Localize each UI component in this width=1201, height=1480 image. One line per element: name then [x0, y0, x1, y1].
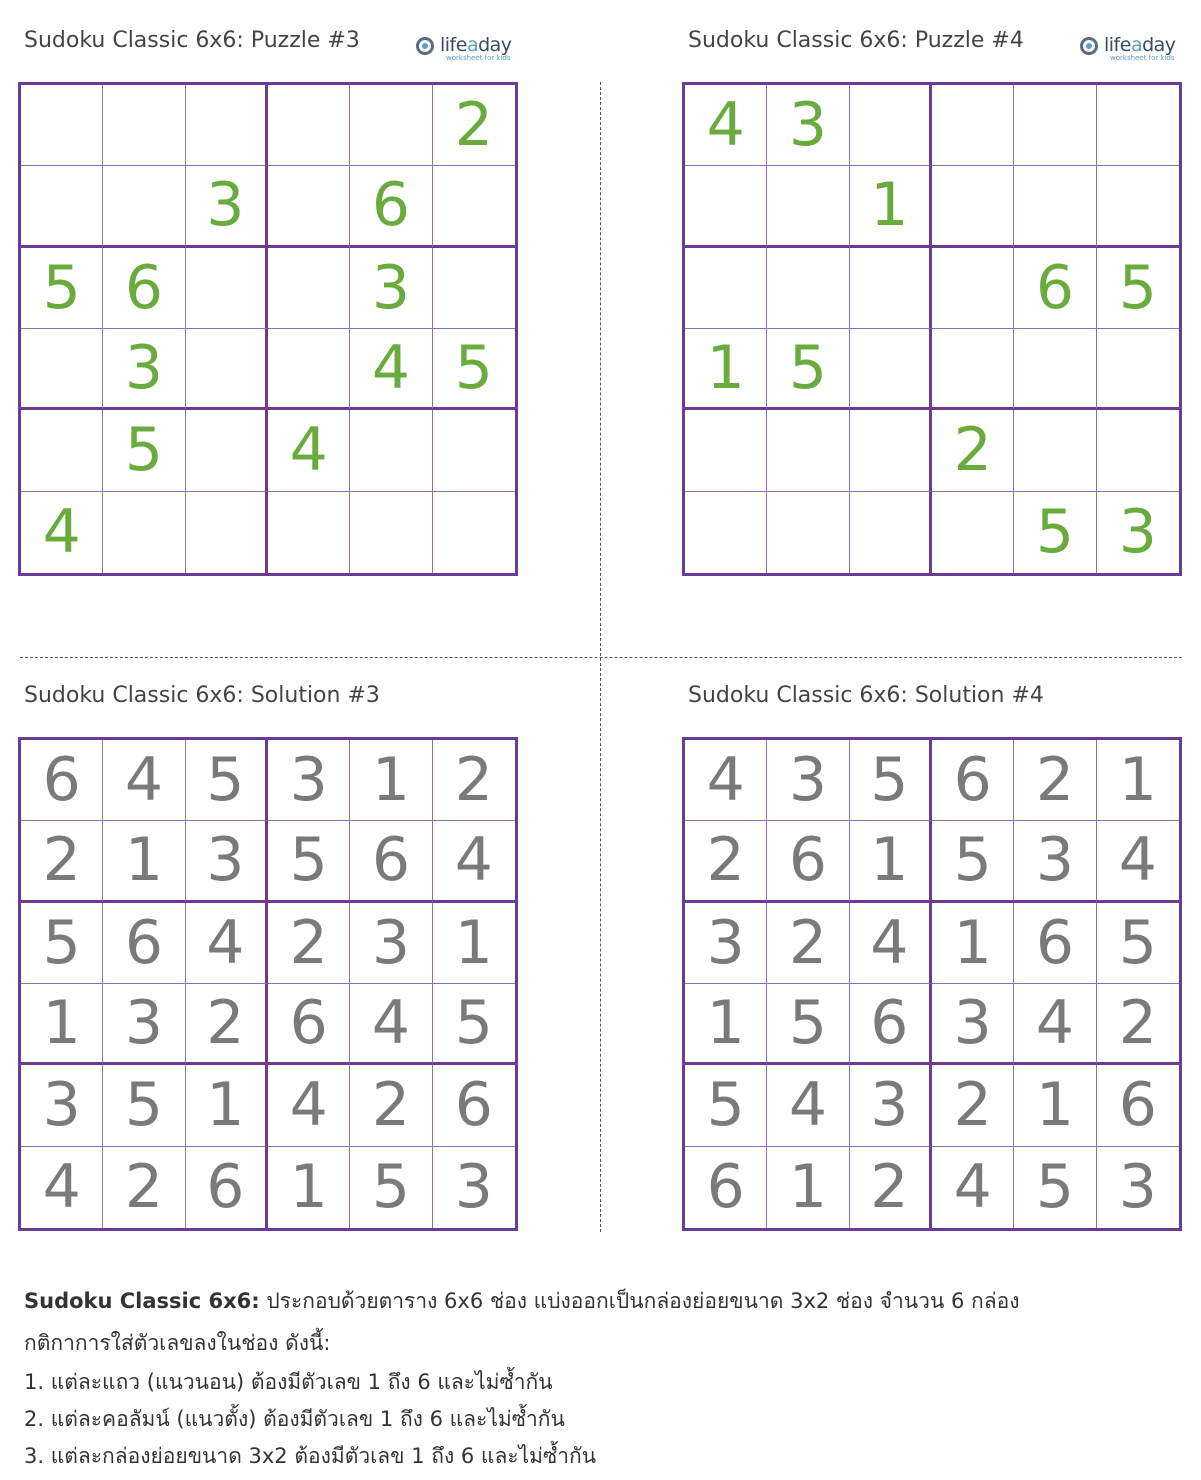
sudoku-cell-r6-c6: 3 [454, 1152, 493, 1223]
sudoku-cell-r2-c2: 6 [767, 821, 849, 902]
sudoku-grid [682, 737, 1182, 1231]
sudoku-cell-r4-c3 [850, 329, 932, 410]
sudoku-cell-r4-c5 [1014, 329, 1096, 410]
sudoku-cell-r5-c2: 4 [767, 1065, 849, 1146]
sudoku-cell-r4-c2: 3 [103, 329, 185, 410]
description-line-1 [24, 1280, 1174, 1322]
rule-item: 2. แต่ละคอลัมน์ (แนวตั้ง) ต้องมีตัวเลข 1 ถึง 6 และไม่ซ้ำกัน [24, 1407, 565, 1431]
sudoku-cell-r5-c2: 5 [103, 410, 185, 491]
description-text: ประกอบด้วยตาราง 6x6 ช่อง แบ่งออกเป็นกล่องย่อยขนาด 3x2 ช่อง จำนวน 6 กล่อง [259, 1289, 1020, 1313]
sudoku-cell-r2-c1 [21, 166, 103, 247]
sudoku-cell-r2-c6 [433, 166, 515, 247]
sudoku-cell-r3-c3: 4 [850, 903, 932, 984]
sudoku-cell-r2-c3: 1 [850, 821, 932, 902]
sudoku-cell-r1-c2: 4 [103, 740, 185, 821]
sudoku-cell-r1-c2: 3 [767, 740, 849, 821]
sudoku-cell-r2-c3: 3 [186, 821, 268, 902]
sudoku-cell-r6-c4: 1 [268, 1147, 350, 1228]
sudoku-cell-r5-c3 [186, 410, 268, 491]
sudoku-cell-r4-c2: 3 [103, 984, 185, 1065]
sudoku-cell-r4-c4 [932, 329, 1014, 410]
sudoku-cell-r3-c3 [186, 248, 268, 329]
sudoku-grid [682, 82, 1182, 576]
sudoku-cell-r5-c6 [1097, 410, 1179, 491]
logo-text-a: a [1130, 34, 1143, 56]
logo-text-life: life [1104, 34, 1131, 56]
lifeaday-logo [416, 34, 514, 64]
panel-title: Sudoku Classic 6x6: Solution #3 [24, 683, 380, 708]
sudoku-cell-r2-c6 [1097, 166, 1179, 247]
sudoku-cell-r2-c5 [1014, 166, 1096, 247]
sudoku-cell-r3-c2 [767, 248, 849, 329]
sudoku-cell-r1-c6: 2 [433, 740, 515, 821]
sudoku-cell-r1-c1: 6 [21, 740, 103, 821]
sudoku-cell-r4-c2: 5 [767, 329, 849, 410]
sudoku-cell-r3-c6: 1 [433, 903, 515, 984]
sudoku-cell-r4-c4: 3 [932, 984, 1014, 1065]
sudoku-cell-r1-c4 [268, 85, 350, 166]
sudoku-cell-r2-c4: 5 [932, 821, 1014, 902]
sudoku-cell-r1-c4 [932, 85, 1014, 166]
sudoku-cell-r3-c4: 1 [932, 903, 1014, 984]
sudoku-cell-r5-c4: 2 [932, 410, 1014, 491]
sudoku-cell-r3-c3 [850, 248, 932, 329]
sudoku-cell-r3-c6: 5 [1097, 248, 1179, 329]
sudoku-cell-r1-c2: 3 [767, 85, 849, 166]
logo-text-day: day [478, 34, 512, 56]
sudoku-grid [18, 737, 518, 1231]
sudoku-cell-r1-c4: 3 [268, 740, 350, 821]
sudoku-cell-r3-c5: 3 [350, 248, 432, 329]
sudoku-cell-r6-c6: 3 [1118, 1152, 1157, 1223]
sudoku-cell-r5-c4: 4 [268, 410, 350, 491]
sudoku-cell-r4-c6 [1097, 329, 1179, 410]
sudoku-cell-r3-c5: 3 [350, 903, 432, 984]
sudoku-cell-r5-c5: 1 [1014, 1065, 1096, 1146]
sudoku-cell-r1-c3: 5 [186, 740, 268, 821]
sudoku-cell-r1-c5 [1014, 85, 1096, 166]
sudoku-cell-r6-c1: 4 [21, 1147, 103, 1228]
sudoku-cell-r1-c3 [186, 85, 268, 166]
sudoku-cell-r2-c2: 1 [103, 821, 185, 902]
sudoku-cell-r1-c6: 1 [1097, 740, 1179, 821]
sudoku-cell-r4-c1: 1 [685, 984, 767, 1065]
sudoku-cell-r5-c4: 4 [268, 1065, 350, 1146]
sudoku-cell-r5-c5 [350, 410, 432, 491]
logo-text-life: life [440, 34, 467, 56]
sudoku-cell-r1-c6 [1097, 85, 1179, 166]
sudoku-cell-r2-c1 [685, 166, 767, 247]
sudoku-cell-r3-c1: 3 [685, 903, 767, 984]
sudoku-cell-r4-c6: 5 [433, 329, 515, 410]
lifeaday-logo [1080, 34, 1178, 64]
rule-item: 1. แต่ละแถว (แนวนอน) ต้องมีตัวเลข 1 ถึง 6 และไม่ซ้ำกัน [24, 1370, 553, 1394]
sudoku-cell-r3-c4 [268, 248, 350, 329]
sudoku-cell-r4-c5: 4 [350, 329, 432, 410]
sudoku-cell-r5-c3 [850, 410, 932, 491]
sudoku-cell-r4-c5: 4 [1014, 984, 1096, 1065]
sudoku-cell-r2-c1: 2 [21, 821, 103, 902]
logo-tagline: worksheet for kids [446, 54, 511, 62]
sudoku-cell-r1-c2 [103, 85, 185, 166]
sudoku-cell-r4-c6: 5 [433, 984, 515, 1065]
sudoku-cell-r3-c5: 6 [1014, 903, 1096, 984]
sudoku-cell-r5-c2 [767, 410, 849, 491]
sudoku-cell-r2-c4: 5 [268, 821, 350, 902]
sudoku-cell-r6-c2 [103, 492, 185, 573]
sudoku-cell-r6-c5: 5 [1014, 492, 1096, 573]
logo-icon [416, 37, 434, 55]
sudoku-cell-r5-c3: 1 [186, 1065, 268, 1146]
sudoku-cell-r2-c3: 1 [850, 166, 932, 247]
sudoku-cell-r2-c6: 4 [1097, 821, 1179, 902]
sudoku-cell-r4-c1 [21, 329, 103, 410]
sudoku-cell-r6-c1 [685, 492, 767, 573]
description-bold: Sudoku Classic 6x6: [24, 1289, 260, 1313]
sudoku-cell-r1-c3: 5 [850, 740, 932, 821]
sudoku-cell-r3-c2: 2 [767, 903, 849, 984]
sudoku-cell-r2-c6: 4 [433, 821, 515, 902]
sudoku-cell-r2-c1: 2 [685, 821, 767, 902]
sudoku-cell-r6-c3: 2 [850, 1147, 932, 1228]
sudoku-cell-r5-c1: 3 [21, 1065, 103, 1146]
sudoku-cell-r3-c4: 2 [268, 903, 350, 984]
sudoku-cell-r3-c1: 5 [21, 903, 103, 984]
sudoku-cell-r6-c2 [767, 492, 849, 573]
sudoku-cell-r6-c6: 3 [1118, 497, 1157, 568]
sudoku-cell-r1-c4: 6 [932, 740, 1014, 821]
sudoku-cell-r4-c6: 2 [1097, 984, 1179, 1065]
sudoku-cell-r5-c4: 2 [932, 1065, 1014, 1146]
sudoku-cell-r1-c5: 2 [1014, 740, 1096, 821]
sudoku-cell-r6-c4: 4 [932, 1147, 1014, 1228]
sudoku-cell-r6-c5 [350, 492, 432, 573]
sudoku-cell-r4-c3: 6 [850, 984, 932, 1065]
sudoku-cell-r4-c3: 2 [186, 984, 268, 1065]
sudoku-cell-r1-c3 [850, 85, 932, 166]
sudoku-cell-r4-c4: 6 [268, 984, 350, 1065]
sudoku-cell-r5-c6: 6 [433, 1065, 515, 1146]
sudoku-cell-r2-c4 [932, 166, 1014, 247]
sudoku-cell-r5-c1 [685, 410, 767, 491]
description-line-2: กติกาการใส่ตัวเลขลงในช่อง ดังนี้: [24, 1331, 331, 1355]
sudoku-cell-r5-c5: 2 [350, 1065, 432, 1146]
sudoku-cell-r6-c5: 5 [350, 1147, 432, 1228]
sudoku-cell-r6-c1: 6 [685, 1147, 767, 1228]
sudoku-cell-r1-c1: 4 [685, 85, 767, 166]
sudoku-cell-r5-c2: 5 [103, 1065, 185, 1146]
sudoku-cell-r4-c5: 4 [350, 984, 432, 1065]
sudoku-cell-r2-c5: 6 [350, 166, 432, 247]
sudoku-cell-r6-c3 [186, 492, 268, 573]
sudoku-cell-r4-c3 [186, 329, 268, 410]
sudoku-cell-r6-c2: 2 [103, 1147, 185, 1228]
sudoku-cell-r3-c1: 5 [21, 248, 103, 329]
logo-icon [1080, 37, 1098, 55]
sudoku-cell-r3-c6: 5 [1097, 903, 1179, 984]
sudoku-cell-r3-c6 [433, 248, 515, 329]
rule-item: 3. แต่ละกล่องย่อยขนาด 3x2 ต้องมีตัวเลข 1 ถึง 6 และไม่ซ้ำกัน [24, 1444, 597, 1468]
sudoku-cell-r2-c5: 6 [350, 821, 432, 902]
sudoku-grid [18, 82, 518, 576]
sudoku-cell-r1-c5 [350, 85, 432, 166]
sudoku-cell-r3-c5: 6 [1014, 248, 1096, 329]
sudoku-cell-r3-c3: 4 [186, 903, 268, 984]
sudoku-cell-r5-c1 [21, 410, 103, 491]
sudoku-cell-r1-c1 [21, 85, 103, 166]
logo-tagline: worksheet for kids [1110, 54, 1175, 62]
sudoku-cell-r5-c1: 5 [685, 1065, 767, 1146]
logo-text-day: day [1142, 34, 1176, 56]
sudoku-cell-r6-c4 [268, 492, 350, 573]
sudoku-cell-r2-c2 [767, 166, 849, 247]
sudoku-cell-r1-c6: 2 [433, 85, 515, 166]
description [24, 1280, 1174, 1475]
sudoku-cell-r3-c2: 6 [103, 903, 185, 984]
sudoku-cell-r6-c6 [433, 492, 515, 573]
sudoku-cell-r6-c3: 6 [186, 1147, 268, 1228]
sudoku-cell-r3-c2: 6 [103, 248, 185, 329]
sudoku-cell-r2-c5: 3 [1014, 821, 1096, 902]
logo-text-a: a [466, 34, 479, 56]
sudoku-cell-r4-c1: 1 [21, 984, 103, 1065]
sudoku-cell-r4-c2: 5 [767, 984, 849, 1065]
sudoku-cell-r2-c3: 3 [186, 166, 268, 247]
sudoku-cell-r5-c3: 3 [850, 1065, 932, 1146]
sudoku-cell-r1-c1: 4 [685, 740, 767, 821]
panel-title: Sudoku Classic 6x6: Puzzle #3 [24, 28, 360, 53]
sudoku-cell-r3-c4 [932, 248, 1014, 329]
sudoku-cell-r4-c4 [268, 329, 350, 410]
sudoku-cell-r6-c2: 1 [767, 1147, 849, 1228]
sudoku-cell-r2-c4 [268, 166, 350, 247]
sudoku-cell-r6-c1: 4 [21, 492, 103, 573]
horizontal-cut-line [20, 657, 1182, 658]
sudoku-cell-r6-c3 [850, 492, 932, 573]
sudoku-cell-r4-c1: 1 [685, 329, 767, 410]
sudoku-cell-r1-c5: 1 [350, 740, 432, 821]
sudoku-cell-r6-c4 [932, 492, 1014, 573]
panel-title: Sudoku Classic 6x6: Puzzle #4 [688, 28, 1024, 53]
panel-title: Sudoku Classic 6x6: Solution #4 [688, 683, 1044, 708]
sudoku-cell-r2-c2 [103, 166, 185, 247]
sudoku-cell-r5-c6: 6 [1097, 1065, 1179, 1146]
sudoku-cell-r5-c6 [433, 410, 515, 491]
sudoku-cell-r6-c5: 5 [1014, 1147, 1096, 1228]
sudoku-cell-r5-c5 [1014, 410, 1096, 491]
sudoku-cell-r3-c1 [685, 248, 767, 329]
